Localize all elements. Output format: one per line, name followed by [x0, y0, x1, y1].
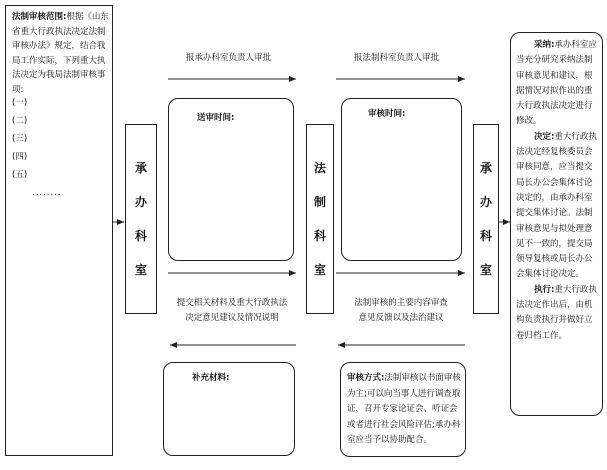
review-time-box [341, 98, 462, 261]
decide-title: 决定: [534, 131, 555, 142]
label-mid-right-line: 意见反馈以及法治建议 [358, 313, 444, 323]
scope-item: (四) [12, 152, 28, 162]
label-mid-right-line: 法制审核的主要内容审查 [354, 298, 448, 308]
adopt-text: 承办科室应当充分研究采纳法制审核意见和建议，根据情况对拟作出的重大行政执法决定进行修改。 [516, 40, 597, 127]
column-char: 科 [134, 229, 147, 243]
decision-box [510, 32, 603, 416]
undertaking-dept-column-left [125, 124, 157, 314]
scope-item: (三) [12, 134, 28, 144]
scope-item: (二) [12, 116, 28, 126]
column-char: 制 [313, 195, 326, 209]
column-char: 承 [134, 161, 147, 175]
adopt-title: 采纳: [534, 40, 555, 50]
adopt-paragraph [516, 38, 600, 130]
label-mid-left [170, 296, 294, 326]
column-char: 承 [479, 161, 492, 175]
decision-text [516, 38, 600, 344]
review-time-label: 审核时间: [368, 109, 406, 119]
undertaking-dept-column-right [473, 124, 499, 314]
scope-box [5, 5, 113, 456]
label-top-right: 报法制科室负责人审批 [354, 53, 440, 63]
decide-text: 重大行政执法决定经复核委员会审核同意，应当提交局长办公会集体讨论决定的，由承办科室提交集体讨论。法制审核意见与拟处理意见不一致的，提交局领导复核或局长办公会集体讨论决定。 [516, 131, 597, 280]
review-method-text [347, 371, 461, 449]
decide-paragraph [516, 130, 600, 283]
column-char: 室 [134, 263, 147, 277]
review-method-box [340, 362, 466, 457]
label-mid-right [340, 296, 462, 326]
execute-paragraph [516, 283, 600, 344]
submit-time-label: 送审时间: [197, 113, 235, 123]
scope-intro: 根据《山东省重大行政执法决定法制审核办法》规定，结合我局工作实际，下列重大执法决定为我局法制审核事项: [12, 12, 109, 95]
column-char: 科 [313, 229, 326, 243]
label-top-left: 报承办科室负责人审批 [186, 53, 272, 63]
submit-time-box [168, 98, 294, 261]
review-method-body: 法制审核以书面审核为主;可以向当事人进行调查取证，召开专家论证会、听证会或者进行社会风险评估;承办科室应当予以协助配合。 [347, 373, 461, 445]
column-char: 室 [479, 263, 492, 277]
supplement-box [163, 362, 295, 456]
execute-text: 重大行政执法决定作出后，由机构负责执行并做好立卷归档工作。 [516, 284, 597, 341]
scope-title: 法制审核范围: [12, 12, 67, 22]
column-char: 室 [313, 263, 326, 277]
supplement-label: 补充材料: [192, 373, 230, 383]
column-char: 办 [134, 195, 147, 209]
label-mid-left-line: 提交相关材料及重大行政执法 [176, 298, 288, 308]
legal-dept-column [306, 124, 334, 314]
execute-title: 执行: [534, 284, 555, 295]
column-char: 办 [479, 195, 492, 209]
column-char: 科 [479, 229, 492, 243]
column-char: 法 [313, 161, 326, 175]
review-method-title: 审核方式: [347, 373, 385, 383]
scope-item: (一) [12, 98, 28, 108]
scope-items [12, 94, 27, 184]
label-mid-left-line: 决定意见建议及情况说明 [185, 313, 279, 323]
scope-item: (五) [12, 170, 28, 180]
scope-ellipsis: ........ [32, 188, 62, 198]
